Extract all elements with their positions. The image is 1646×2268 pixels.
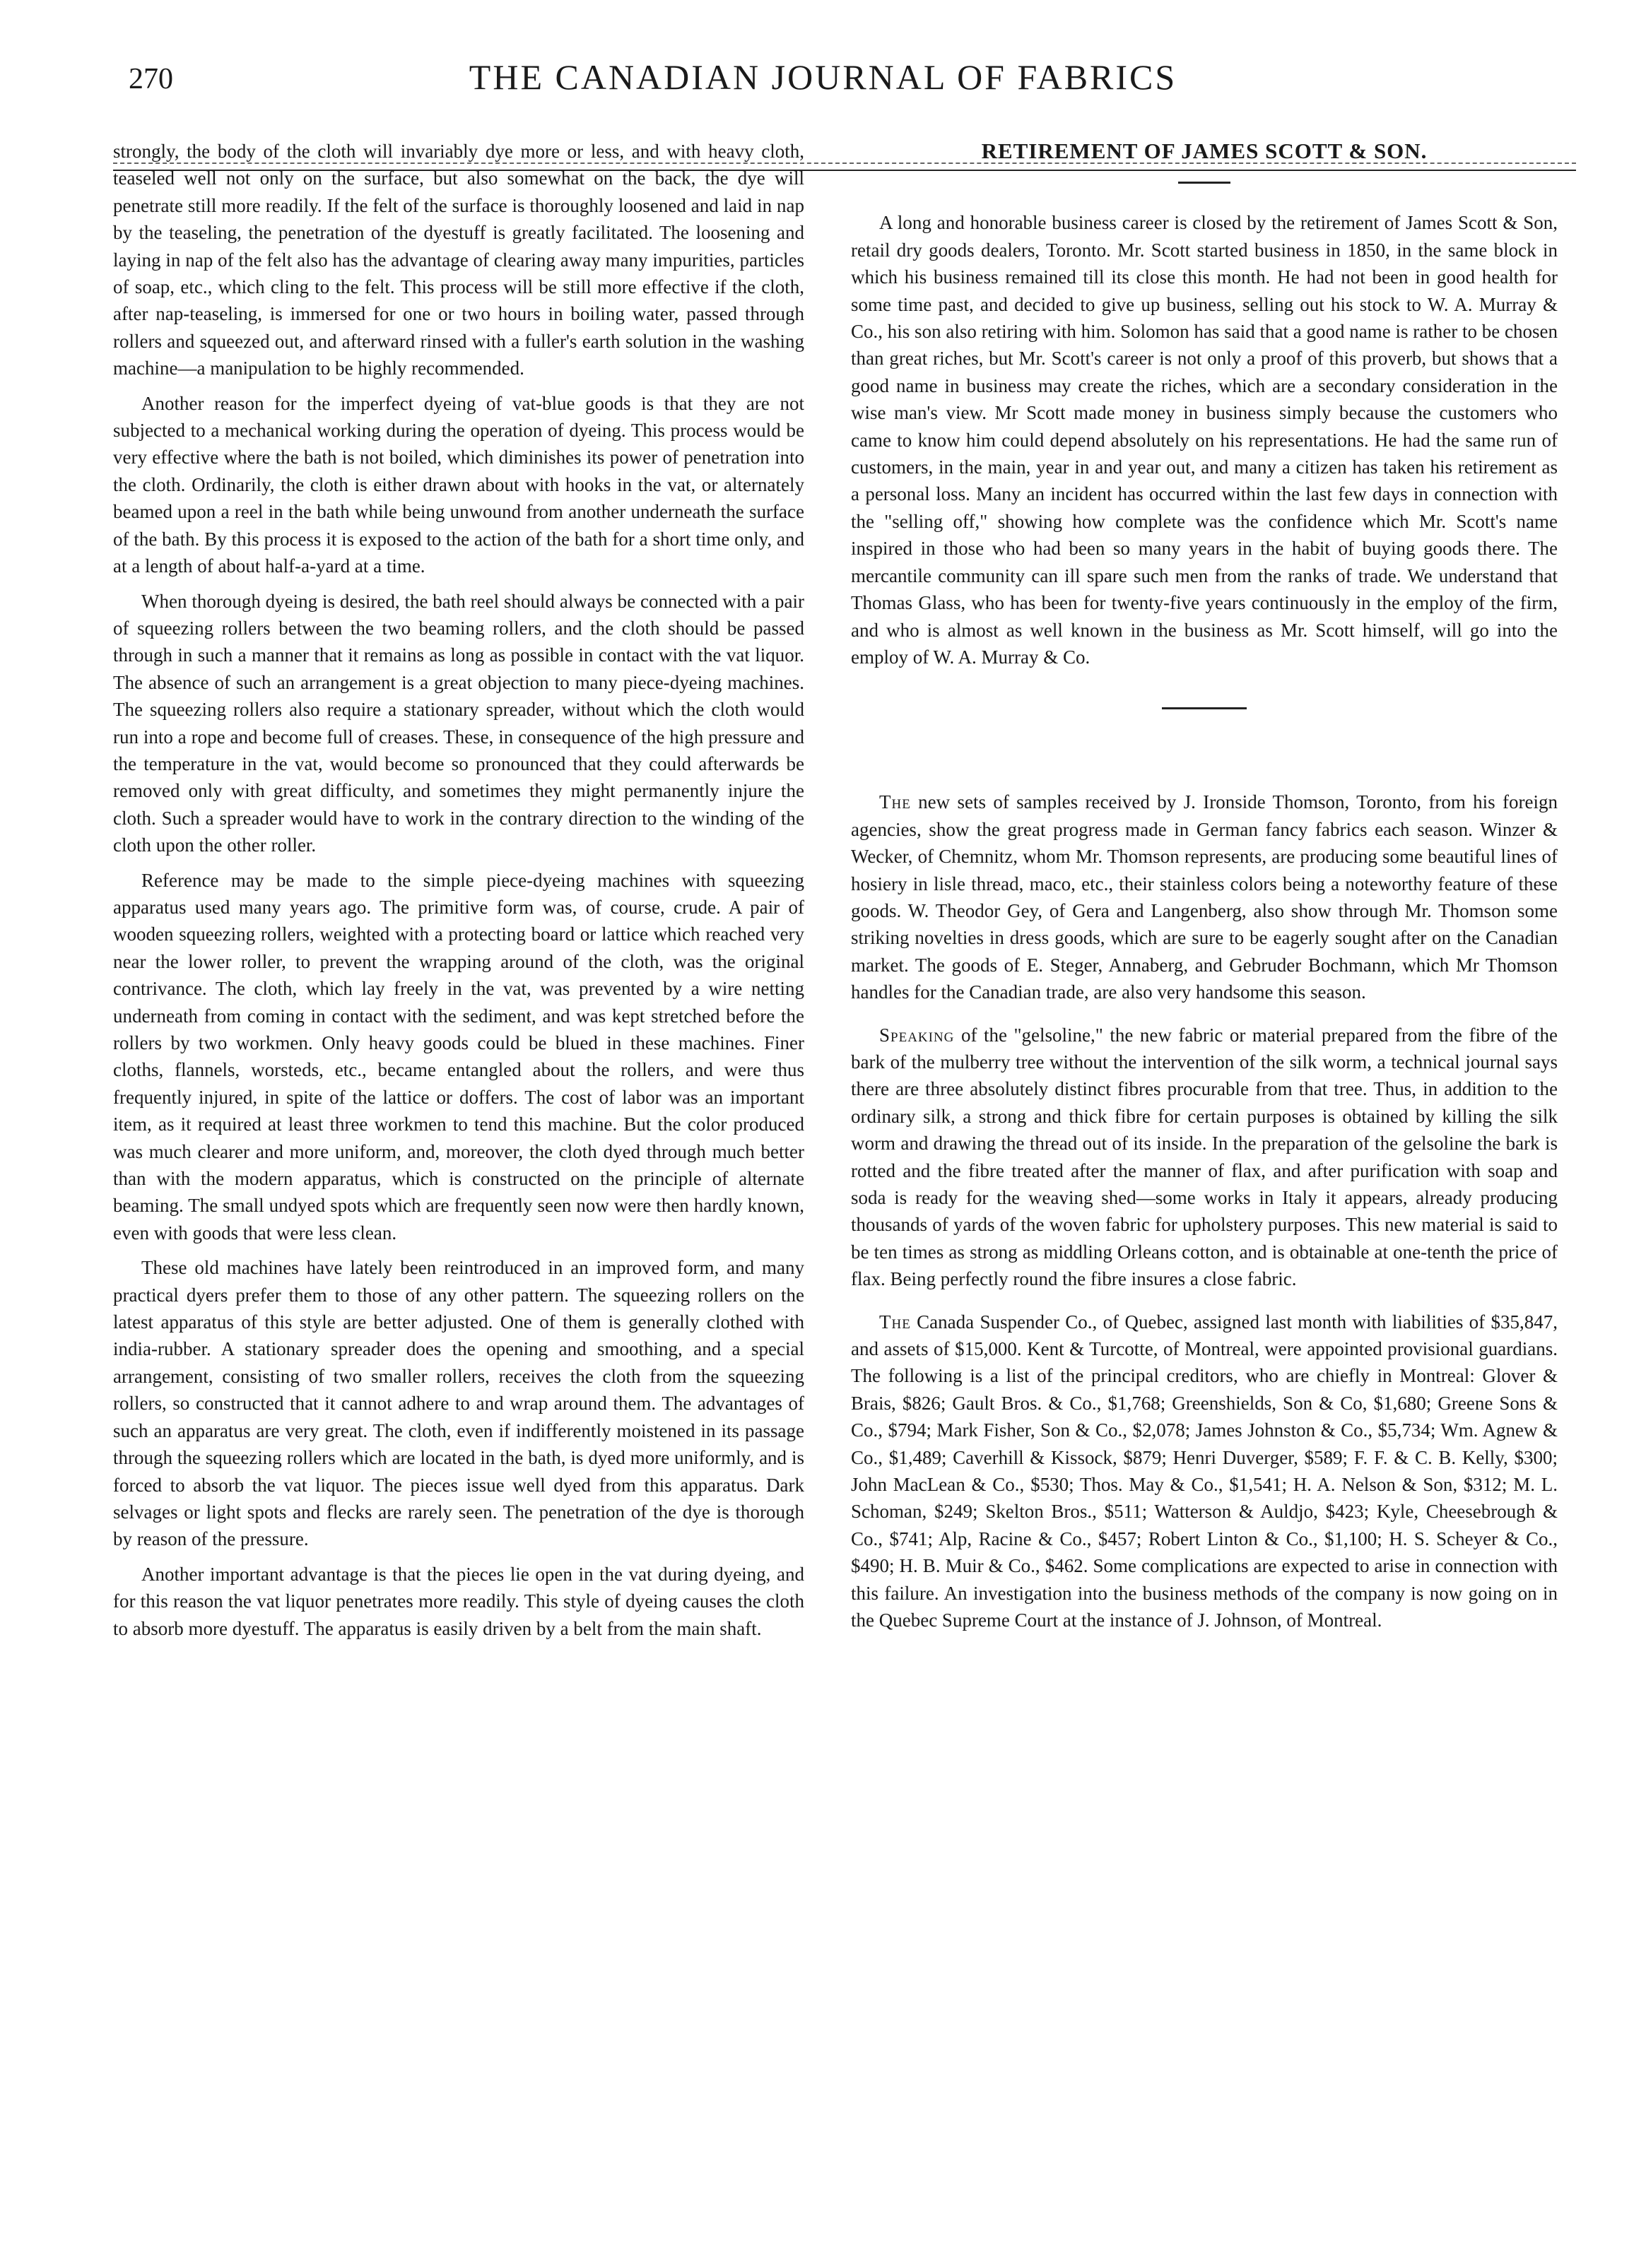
note-lead: Speaking [879, 1024, 955, 1046]
article-headline: RETIREMENT OF JAMES SCOTT & SON. [981, 138, 1428, 163]
running-head [0, 57, 1646, 106]
page-number: 270 [129, 63, 173, 95]
note-lead: The [879, 791, 911, 813]
body-paragraph: When thorough dyeing is desired, the bath reel should always be connected with a pair of squeezing rollers between the two beaming rollers, and the cloth should be passed through in such a manner that it remains as long as possible in contact with the vat liquor. The absence of such an arrangement is a great objection to many piece-dyeing machines. The squeezing rollers also require a stationary spreader, without which the cloth would run into a rope and become full of creases. These, in consequence of the high pressure and the temperature in the vat, would become so pronounced that they could afterwards be removed only with great difficulty, and sometimes they might permanently injure the cloth. Such a spreader would have to work in the contrary direction to the winding of the cloth upon the other roller. [113, 590, 804, 856]
note-lead: The [879, 1311, 911, 1333]
article-paragraph: A long and honorable business career is closed by the retirement of James Scott & Son, retail dry goods dealers, Toronto. Mr. Scott started business in 1850, in the same block in which his business remained till its close this month. He had not been in good health for some time past, and decided to give up business, selling out his stock to W. A. Murray & Co., his son also retiring with him. Solomon has said that a good name is rather to be chosen than great riches, but Mr. Scott's career is not only a proof of this proverb, but shows that a good name in business may create the riches, which are a secondary consideration in the wise man's view. Mr Scott made money in business simply because the customers who came to know him could depend absolutely on his representations. He had the same run of customers, in the main, year in and year out, and many a citizen has taken his retirement as a personal loss. Many an incident has occurred within the last few days in connection with the "selling off," showing how complete was the confidence which Mr. Scott's name inspired in those who had been so many years in the habit of buying goods there. The mercantile community can ill spare such men from the ranks of trade. We understand that Thomas Glass, who has been for twenty-five years continuously in the employ of the firm, and who is almost as well known in the business as Mr. Scott himself, will go into the employ of W. A. Murray & Co. [851, 212, 1558, 668]
body-paragraph: strongly, the body of the cloth will invariably dye more or less, and with heavy cloth, teaseled well not only on the surface, but also somewhat on the back, the dye will penetrate still more readily. If the felt of the surface is thoroughly loosened and laid in nap by the teaseling, the penetration of the dyestuff is greatly facilitated. The loosening and laying in nap of the felt also has the advantage of clearing away many impurities, particles of soap, etc., which cling to the felt. This process will be still more effective if the cloth, after nap-teaseling, is immersed for one or two hours in boiling water, passed through rollers and squeezed out, and afterward rinsed with a fuller's earth solution in the washing machine—a manipulation to be highly recommended. [113, 141, 804, 379]
body-paragraph: These old machines have lately been reintroduced in an improved form, and many practical dyers prefer them to those of any other pattern. The squeezing rollers on the latest apparatus of this style are better adjusted. One of them is generally clothed with india-rubber. A stationary spreader does the opening and smoothing, and a special arrangement, consisting of two smaller rollers, receives the cloth from the squeezing rollers, so constructed that it cannot adhere to and wrap around them. The advantages of such an apparatus are very great. The cloth, even if indifferently moistened in its passage through the squeezing rollers which are located in the bath, is dyed more uniformly, and is forced to absorb the vat liquor. The pieces issue well dyed from this apparatus. Dark selvages or light spots and flecks are rarely seen. The penetration of the dye is thorough by reason of the pressure. [113, 1257, 804, 1550]
note-text: new sets of samples received by J. Ironside Thomson, Toronto, from his foreign agencies, show the great progress made in German fancy fabrics each season. Winzer & Wecker, of Chemnitz, whom Mr. Thomson represents, are producing some beautiful lines of hosiery in lisle thread, maco, etc., their stainless colors being a noteworthy feature of these goods. W. Theodor Gey, of Gera and Langenberg, also show through Mr. Thomson some striking novelties in dress goods, which are sure to be eagerly sought after on the Canadian market. The goods of E. Steger, Annaberg, and Gebruder Bochmann, which Mr Thomson handles for the Canadian trade, are also very handsome this season. [851, 791, 1558, 1003]
left-column [113, 138, 804, 1642]
note-text: of the "gelsoline," the new fabric or material prepared from the fibre of the bark of the mulberry tree without the intervention of the silk worm, a technical journal says there are three absolutely distinct fibres procurable from that tree. Thus, in addition to the ordinary silk, a strong and thick fibre for certain purposes is obtained by killing the silk worm and drawing the thread out of its inside. In the preparation of the gelsoline the bark is rotted and the fibre treated after the manner of flax, and after purification with soap and soda is ready for the weaving shed—some works in Italy it appears, already producing thousands of yards of the woven fabric for upholstery purposes. This new material is said to be ten times as strong as middling Orleans cotton, and is obtainable at one-tenth the price of flax. Being perfectly round the fibre insures a close fabric. [851, 1024, 1558, 1290]
note-text: Canada Suspender Co., of Quebec, assigned last month with liabilities of $35,847, and assets of $15,000. Kent & Turcotte, of Montreal, were appointed provisional guardians. The following is a list of the principal creditors, who are chiefly in Montreal: Glover & Brais, $826; Gault Bros. & Co., $1,768; Greenshields, Son & Co, $1,680; Greene Sons & Co., $794; Mark Fisher, Son & Co., $2,078; James Johnston & Co., $5,734; Wm. Agnew & Co., $1,489; Caverhill & Kissock, $879; Henri Duverger, $589; F. F. & C. B. Kelly, $300; John MacLean & Co., $530; Thos. May & Co., $1,541; H. A. Nelson & Son, $312; M. L. Schoman, $249; Skelton Bros., $511; Watterson & Auldjo, $423; Kyle, Cheesebrough & Co., $741; Alp, Racine & Co., $457; Robert Linton & Co., $1,100; H. S. Scheyer & Co., $490; H. B. Muir & Co., $462. Some complications are expected to arise in connection with this failure. An investigation into the business methods of the company is now going on in the Quebec Supreme Court at the instance of J. Johnson, of Montreal. [851, 1311, 1558, 1631]
body-paragraph: Another reason for the imperfect dyeing of vat-blue goods is that they are not subjected to a mechanical working during the operation of dyeing. This process would be very effective where the bath is not boiled, which diminishes its power of penetration into the cloth. Ordinarily, the cloth is either drawn about with hooks in the vat, or alternately beamed upon a reel in the bath while being unwound from another underneath the surface of the bath. By this process it is exposed to the action of the bath for a short time only, and at a length of about half-a-yard at a time. [113, 392, 804, 577]
headline-rule [1178, 182, 1230, 184]
right-column [851, 138, 1558, 1634]
news-note [851, 1022, 1558, 1293]
section-divider [1162, 707, 1247, 709]
news-note [851, 789, 1558, 1005]
journal-title: THE CANADIAN JOURNAL OF FABRICS [469, 57, 1177, 97]
body-paragraph: Another important advantage is that the pieces lie open in the vat during dyeing, and for this reason the vat liquor penetrates more readily. This style of dyeing causes the cloth to absorb more dyestuff. The apparatus is easily driven by a belt from the main shaft. [113, 1563, 804, 1639]
body-paragraph: Reference may be made to the simple piece-dyeing machines with squeezing apparatus used many years ago. The primitive form was, of course, crude. A pair of wooden squeezing rollers, weighted with a protecting board or lattice which reached very near the lower roller, to prevent the wrapping around of the cloth, was the original contrivance. The cloth, which lay freely in the vat, was prevented by a wire netting underneath from coming in contact with the sediment, and was kept stretched before the rollers by two workmen. Only heavy goods could be blued in these machines. Finer cloths, flannels, worsteds, etc., became entangled about the rollers, and were thus frequently injured, in spite of the lattice or doffers. The cost of labor was an important item, as it required at least three workmen to tend this machine. But the color produced was much clearer and more uniform, and, moreover, the cloth dyed through much better than with the modern apparatus, which is constructed on the principle of alternate beaming. The small undyed spots which are frequently seen now were then hardly known, even with goods that were less clean. [113, 869, 804, 1244]
news-note [851, 1309, 1558, 1634]
